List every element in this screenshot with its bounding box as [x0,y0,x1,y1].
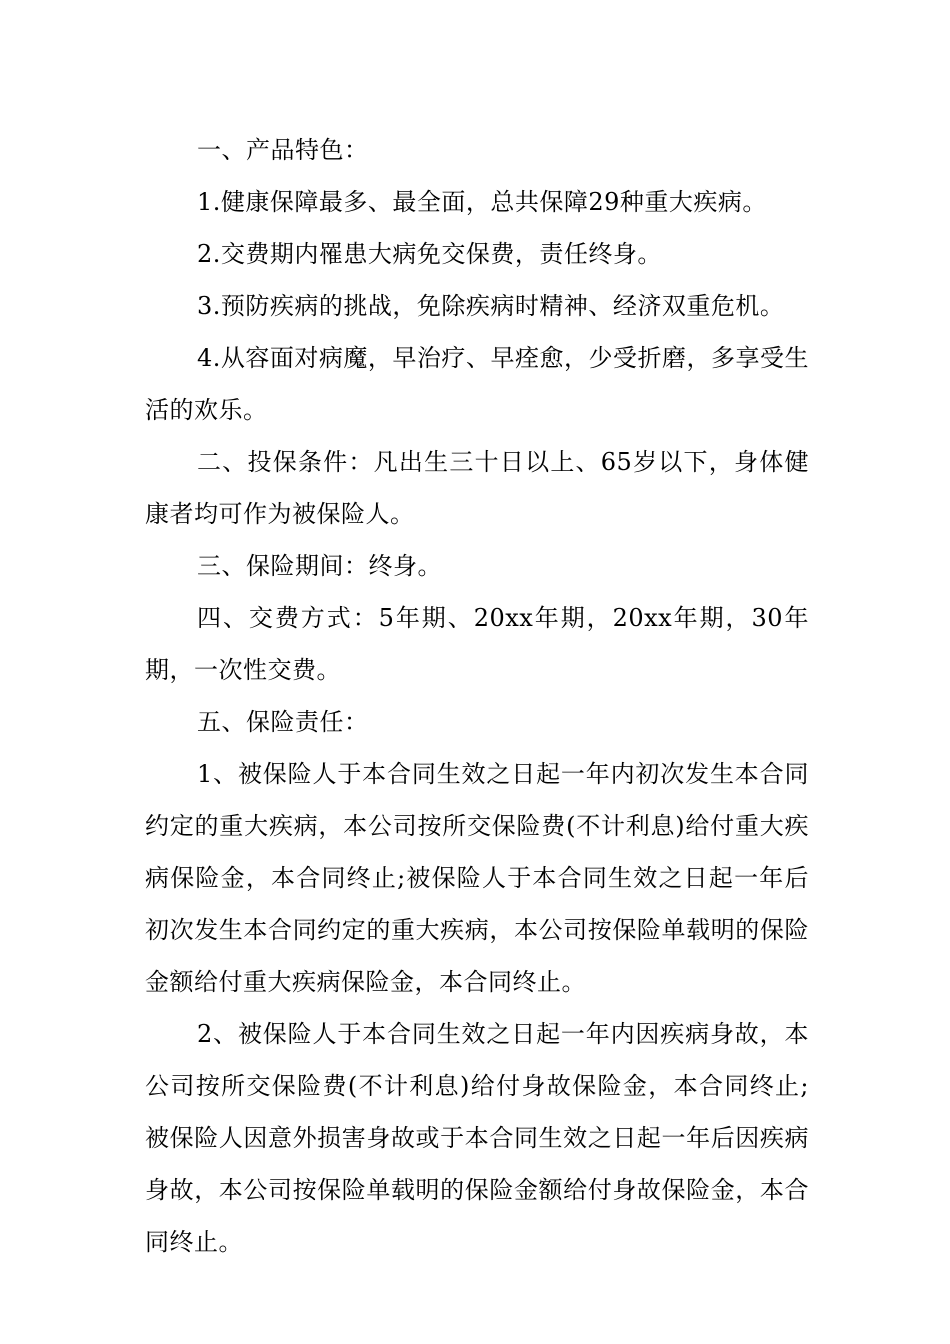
section-payment-methods: 四、交费方式：5年期、20xx年期，20xx年期，30年期，一次性交费。 [145,604,809,684]
section-heading-product-features: 一、产品特色： [197,136,369,164]
feature-item-2: 2.交费期内罹患大病免交保费，责任终身。 [197,240,662,268]
document-body [145,124,809,1268]
feature-item-1: 1.健康保障最多、最全面，总共保障29种重大疾病。 [197,188,767,216]
section-insurance-period: 三、保险期间：终身。 [197,552,442,580]
liability-item-2: 2、被保险人于本合同生效之日起一年内因疾病身故，本公司按所交保险费(不计利息)给付身故保险金，本合同终止;被保险人因意外损害身故或于本合同生效之日起一年后因疾病身故，本公司按保险单载明的保险金额给付身故保险金，本合同终止。 [145,1020,809,1256]
feature-item-3: 3.预防疾病的挑战，免除疾病时精神、经济双重危机。 [197,292,785,320]
feature-item-4: 4.从容面对病魔，早治疗、早痊愈，少受折磨，多享受生活的欢乐。 [145,344,809,424]
section-heading-insurance-liability: 五、保险责任： [197,708,369,736]
liability-item-1: 1、被保险人于本合同生效之日起一年内初次发生本合同约定的重大疾病，本公司按所交保险费(不计利息)给付重大疾病保险金，本合同终止;被保险人于本合同生效之日起一年后初次发生本合同约定的重大疾病，本公司按保险单载明的保险金额给付重大疾病保险金，本合同终止。 [145,760,809,996]
section-insurance-conditions: 二、投保条件：凡出生三十日以上、65岁以下，身体健康者均可作为被保险人。 [145,448,809,528]
